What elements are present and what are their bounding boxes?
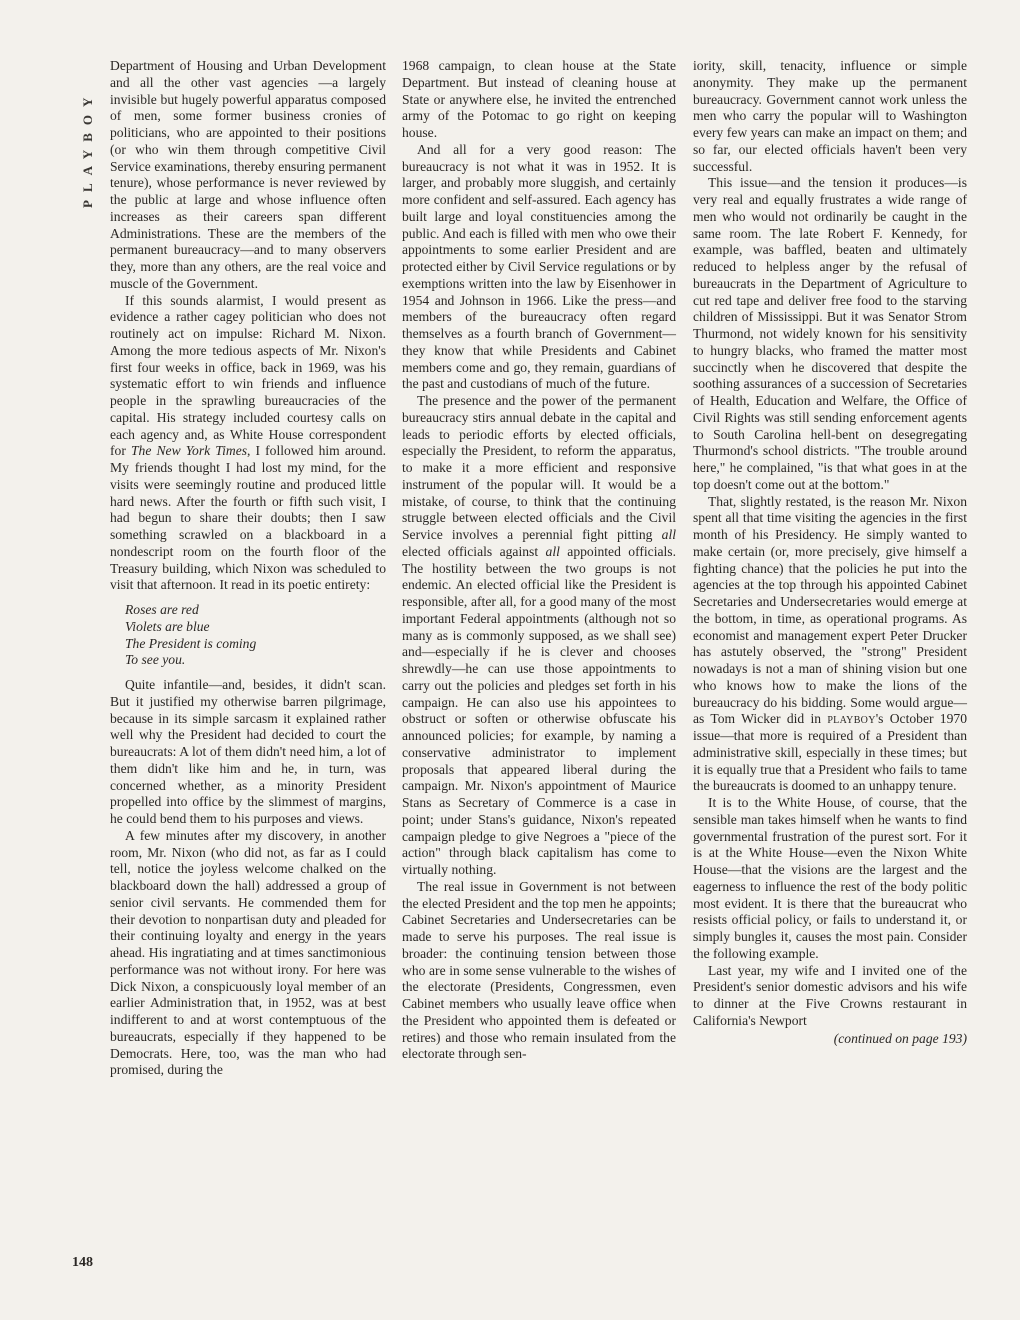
article-column-3 (693, 58, 967, 1047)
paragraph: The presence and the power of the permanent bureaucracy stirs annual debate in the capital and leads to periodic efforts by elected officials, especially the President, to reform the apparatus, to make it a more efficient and responsive instrument of the popular will. It would be a mistake, of course, to think that the continuing struggle between elected officials and the Civil Service involves a perennial fight pitting all elected officials against all appointed officials. The hostility between the two groups is not endemic. An elected official like the President is responsible, after all, for a good many of the most important Federal appointments (although not so many as is commonly supposed, as we shall see) and—especially if he is clever and chooses shrewdly—he can use those appointments to carry out the policies and pledges set forth in his campaign. He can also use his appointees to obstruct or soften or otherwise obfuscate his announced policies; for example, by naming a conservative administrator to implement proposals that appeared liberal during the campaign. Mr. Nixon's appointment of Maurice Stans as Secretary of Commerce is a case in point; under Stans's guidance, Nixon's repeated campaign pledge to give Negroes a "piece of the action" through black capitalism has come to virtually nothing. (402, 393, 676, 877)
poem-line: Roses are red (125, 602, 199, 617)
page-number: 148 (72, 1255, 93, 1270)
paragraph: Department of Housing and Urban Development and all the other vast agencies —a largely invisible but hugely powerful apparatus composed of men, some former business cronies of politicians, who are appointed to their positions (or who win them through competitive Civil Service examinations, thereby ensuring permanent tenure), whose performance is never reviewed by the public at large and whose influence often increases as their careers span different Administrations. These are the members of the permanent bureaucracy—and to many observers they, more than any others, are the real voice and muscle of the Government. (110, 58, 386, 291)
paragraph: It is to the White House, of course, that the sensible man takes himself when he wants to find governmental frustration of the purest sort. For it is at the White House—even the Nixon White House—that the visions are the largest and the eagerness to influence the rest of the body politic most evident. It is there that the bureaucrat who resists official policy, or fails to understand it, or simply bungles it, causes the most pain. Consider the following example. (693, 795, 967, 961)
article-column-2 (402, 58, 676, 1063)
paragraph: And all for a very good reason: The bureaucracy is not what it was in 1952. It is larger, and probably more sluggish, and certainly more confident and self-assured. Each agency has built large and loyal constituencies among the public. And each is filled with men who owe their appointments to some earlier President and are protected either by Civil Service regulations or by exemptions written into the law by Eisenhower in 1954 and Johnson in 1966. Like the press—and members of the bureaucracy often regard themselves as a fourth branch of Government—they know that while Presidents and Cabinet members come and go, they remain, guardians of the past and custodians of much of the future. (402, 141, 676, 392)
poem-line: To see you. (125, 652, 186, 668)
paragraph: If this sounds alarmist, I would present as evidence a rather cagey politician who does not routinely act on impulse: Richard M. Nixon. Among the more tedious aspects of Mr. Nixon's first four weeks in office, back in 1969, was his systematic effort to win friends and influence people in the sprawling bureaucracies of the capital. His strategy included courtesy calls on each agency and, as White House correspondent for The New York Times, I followed him around. My friends thought I had lost my mind, for the visits were seemingly routine and produced little hard news. After the fourth or fifth such visit, I had begun to share their doubts; then I saw something scrawled on a blackboard in a nondescript room on the fourth floor of the Treasury building, which Nixon was scheduled to visit that afternoon. It read in its poetic entirety: (110, 292, 386, 593)
poem-line: The President is coming (125, 635, 257, 651)
poem-line: Violets are blue (125, 618, 210, 634)
continued-note: (continued on page 193) (833, 1030, 967, 1046)
paragraph: 1968 campaign, to clean house at the State Department. But instead of cleaning house at State or anywhere else, he invited the entrenched army of the Potomac to go right on keeping house. (402, 58, 676, 140)
article-column-1 (110, 58, 386, 1079)
paragraph: The real issue in Government is not between the elected President and the top men he appoints; Cabinet Secretaries and Undersecretaries can be made to serve his purposes. The real issue is broader: the continuing tension between those who are in some sense vulnerable to the wishes of the electorate (Presidents, Congressmen, even Cabinet members who usually leave office when the President who appointed them is defeated or retires) and those who remain insulated from the electorate through sen- (402, 878, 676, 1062)
blackboard-poem (125, 602, 386, 669)
paragraph: Last year, my wife and I invited one of the President's senior domestic advisors and his wife to dinner at the Five Crowns restaurant in California's Newport (693, 962, 967, 1028)
paragraph: This issue—and the tension it produces—is very real and equally frustrates a wide range of men who would not ordinarily be caught in the same room. The late Robert F. Kennedy, for example, was baffled, beaten and ultimately reduced to helpless anger by the refusal of bureaucrats in the Department of Agriculture to cut red tape and deliver free food to the starving children of Mississippi. But it was Senator Strom Thurmond, not widely known for his sensitivity to hungry blacks, who framed the matter most succinctly when he discovered that despite the soothing assurances of a succession of Secretaries of Health, Education and Welfare, the Office of Civil Rights was still sending enforcement agents to South Carolina hell-bent on desegregating Thurmond's school districts. "The trouble around here," he complained, "is that what goes in at the top doesn't come out at the bottom." (693, 175, 967, 492)
paragraph: iority, skill, tenacity, influence or simple anonymity. They make up the permanent bureaucracy. Government cannot work unless the men who carry the popular will to Washington every few years can make an impact on them; and so far, our elected officials haven't been very successful. (693, 58, 967, 174)
paragraph: Quite infantile—and, besides, it didn't scan. But it justified my otherwise barren pilgrimage, because in its simple sarcasm it explained rather well why the President had decided to court the bureaucrats: A lot of them didn't need him, a lot of them didn't like him and he, in turn, was concerned whether, as a minority President propelled into office by the slimmest of margins, he could bend them to his purposes and views. (110, 677, 386, 826)
paragraph: That, slightly restated, is the reason Mr. Nixon spent all that time visiting the agencies in the first month of his Presidency. He simply wanted to make certain (or, more precisely, give himself a fighting chance) that the policies he put into the agencies at the top through his appointed Cabinet Secretaries and Undersecretaries would emerge at the bottom, in time, as operational programs. As economist and management expert Peter Drucker has astutely observed, the "strong" President nowadays is not a man of shining vision but one who knows how to make the lions of the bureaucracy do his bidding. Some would argue—as Tom Wicker did in playboy's October 1970 issue—that more is required of a President than administrative skill, especially in these times; but it is equally true that a President who fails to tame the bureaucrats is doomed to an unhappy tenure. (693, 493, 967, 794)
paragraph: A few minutes after my discovery, in another room, Mr. Nixon (who did not, as far as I could tell, notice the joyless welcome chalked on the blackboard down the hall) addressed a group of senior civil servants. He commended them for their devotion to nonpartisan duty and pleaded for their continuing loyalty and energy in the years ahead. His ingratiating and at times sanctimonious performance was not without irony. For here was Dick Nixon, a conspicuously loyal member of an earlier Administration that, in 1952, was at best indifferent to and at worst contemptuous of the bureaucrats, especially if they happened to be Democrats. Here, too, was the man who had promised, during the (110, 827, 386, 1078)
masthead: PLAYBOY (80, 89, 95, 208)
